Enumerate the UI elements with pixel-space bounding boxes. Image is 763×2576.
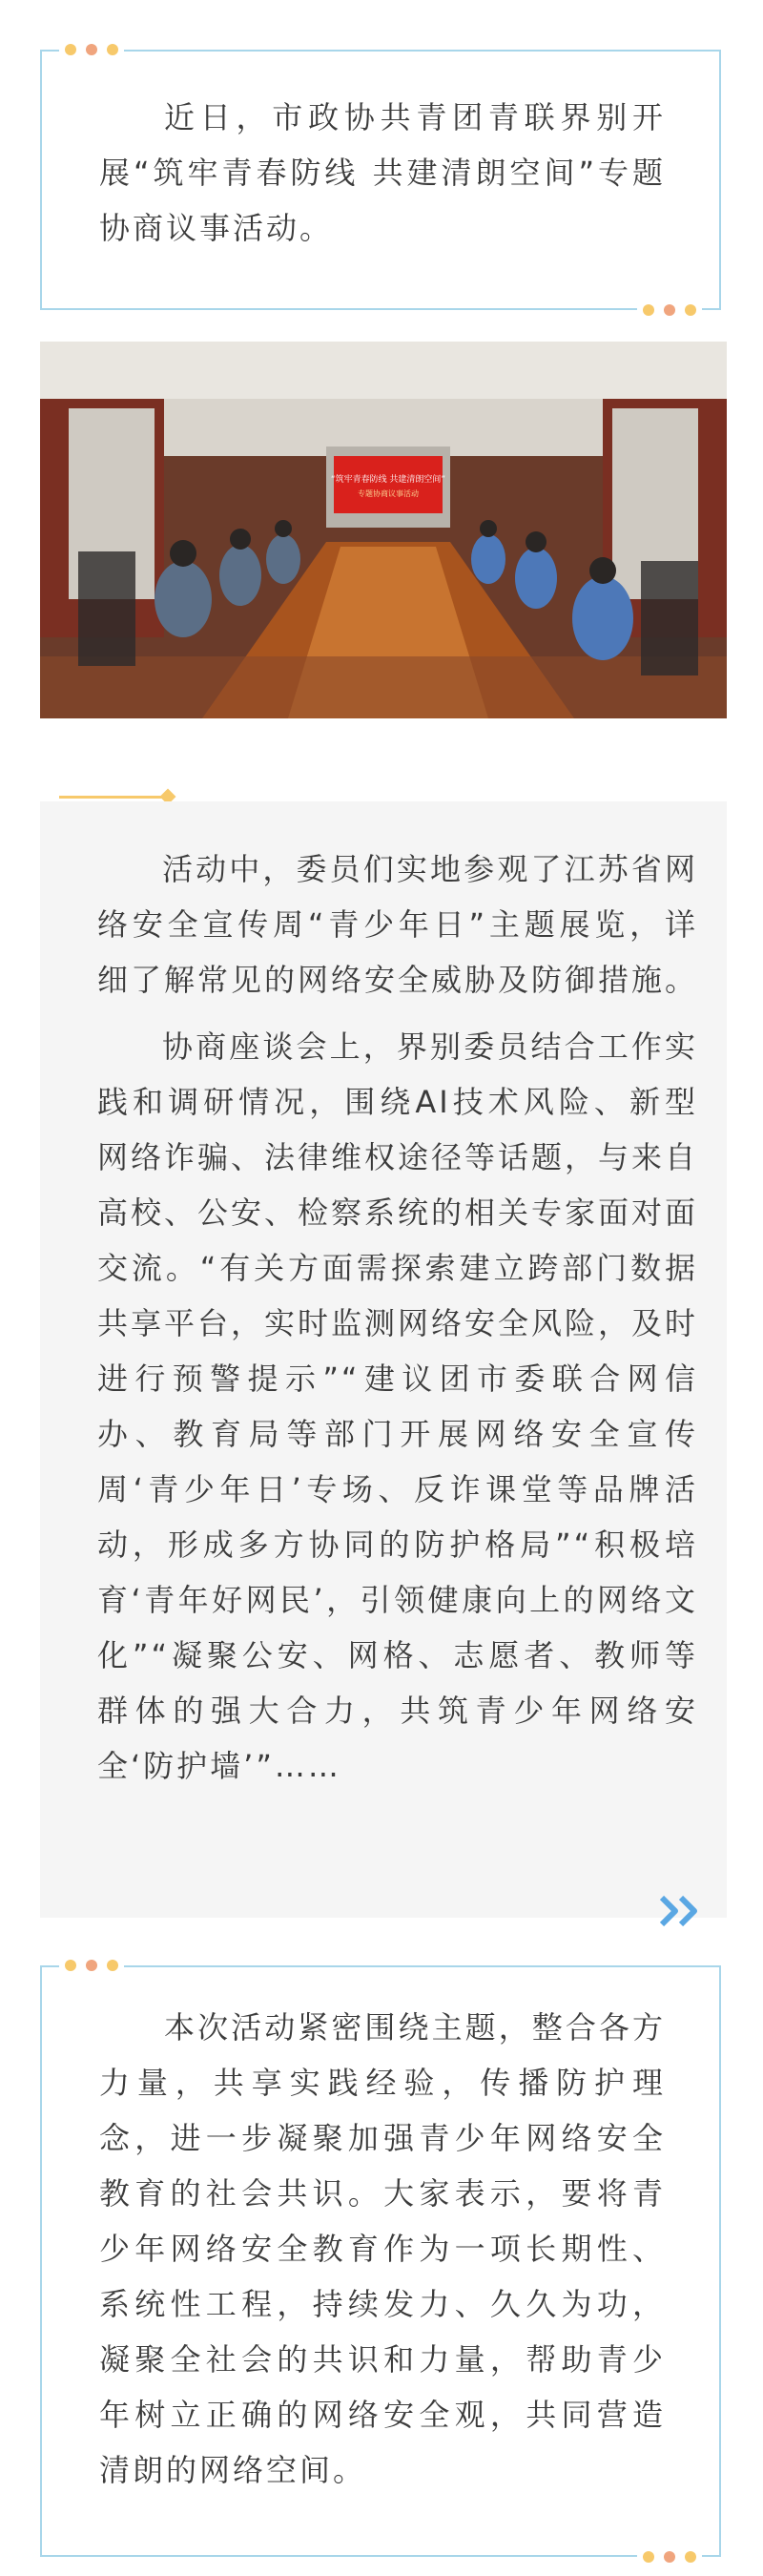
conclusion-box — [40, 1965, 721, 2557]
body-paragraph-2: 协商座谈会上，界别委员结合工作实践和调研情况，围绕AI技术风险、新型网络诈骗、法律维权途径等话题，与来自高校、公安、检察系统的相关专家面对面交流。“有关方面需探索建立跨部门数据共享平台，实时监测网络安全风险，及时进行预警提示”“建议团市委联合网信办、教育局等部门开展网络安全宣传周‘青少年日’专场、反诈课堂等品牌活动，形成多方协同的防护格局”“积极培育‘青年好网民’，引领健康向上的网络文化”“凝聚公安、网格、志愿者、教师等群体的强大合力，共筑青少年网络安全‘防护墙’”…… — [97, 1028, 699, 1784]
body-panel — [40, 801, 727, 1918]
screen-text-line1: “筑牢青春防线 共建清朗空间” — [330, 475, 446, 485]
decor-dots-bottom — [637, 2551, 702, 2563]
screen-display — [334, 456, 443, 513]
accent-line — [59, 796, 172, 799]
double-chevron-right-icon — [658, 1894, 706, 1928]
conclusion-text: 本次活动紧密围绕主题，整合各方力量，共享实践经验，传播防护理念，进一步凝聚加强青少年网络安全教育的社会共识。大家表示，要将青少年网络安全教育作为一项长期性、系统性工程，持续发力、久久为功，凝聚全社会的共识和力量，帮助青少年树立正确的网络安全观，共同营造清朗的网络空间。 — [99, 2009, 666, 2488]
meeting-photo — [40, 342, 727, 718]
intro-text: 近日，市政协共青团青联界别开展“筑牢青春防线 共建清朗空间”专题协商议事活动。 — [99, 99, 666, 246]
decor-dots-top — [59, 44, 124, 55]
body-paragraph-1: 活动中，委员们实地参观了江苏省网络安全宣传周“青少年日”主题展览，详细了解常见的网络安全威胁及防御措施。 — [97, 851, 699, 998]
decor-dots-bottom — [637, 304, 702, 316]
intro-box — [40, 50, 721, 310]
decor-dots-top — [59, 1960, 124, 1971]
body-text — [97, 841, 698, 1794]
screen-text-line2: 专题协商议事活动 — [358, 489, 419, 498]
